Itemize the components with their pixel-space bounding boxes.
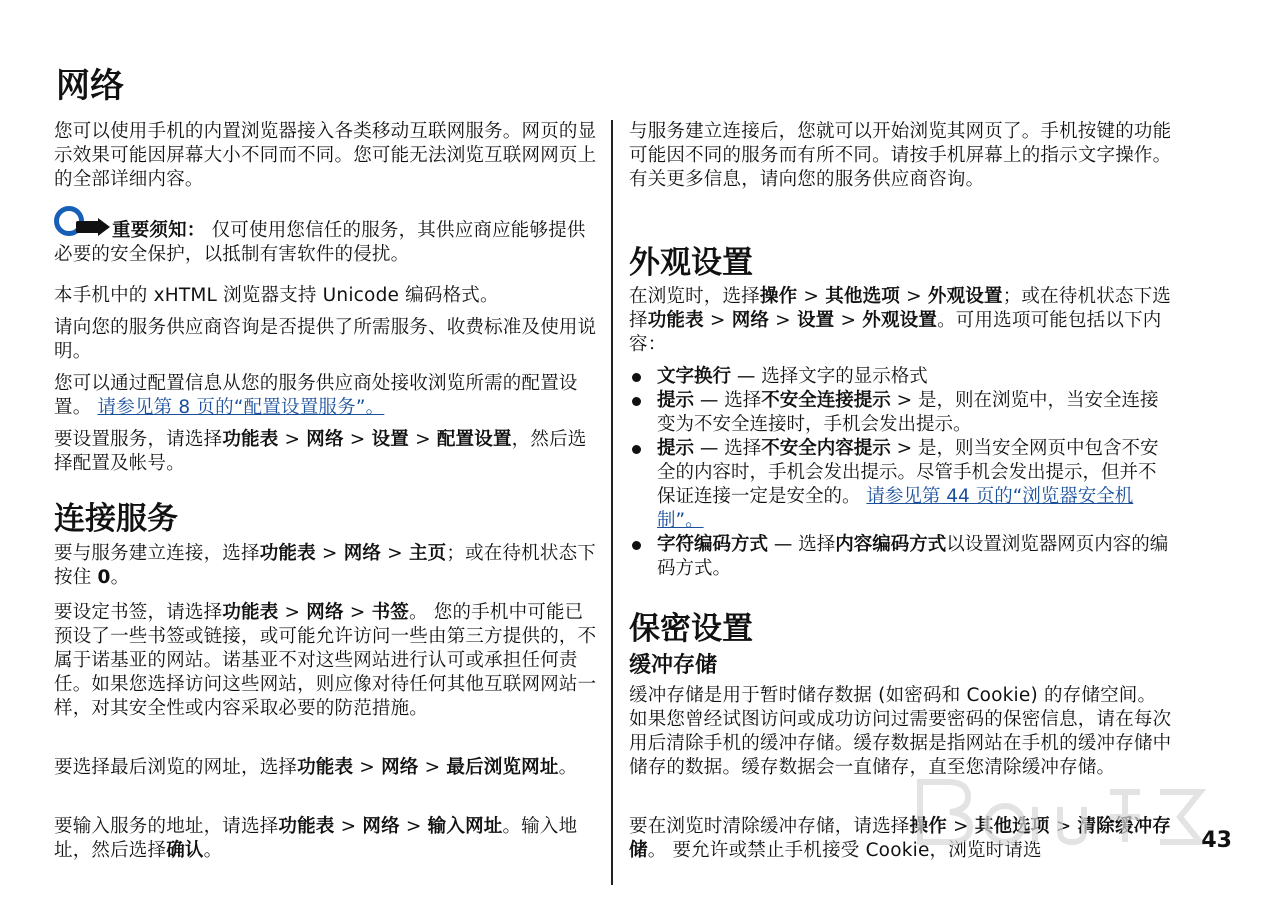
connect-paragraph (54, 542, 599, 590)
separator: > (797, 286, 826, 307)
option-text: — 选择文字的显示格式 (731, 366, 928, 387)
important-note (54, 206, 599, 267)
home-term: 主页 (408, 543, 447, 564)
config-settings-link[interactable]: 请参见第 8 页的“配置设置服务”。 (97, 397, 385, 418)
intro-paragraph (54, 120, 599, 192)
config-text: 您可以通过配置信息从您的服务供应商处接收浏览所需的配置设置。 (54, 373, 578, 418)
option-label: 提示 (657, 438, 695, 459)
option-sublabel: 内容编码方式 (835, 534, 947, 555)
bookmarks-paragraph (54, 601, 599, 721)
option-label: 文字换行 (657, 366, 732, 387)
enter-address-text-end: 。 (203, 840, 223, 861)
note-text: 仅可使用您信任的服务，其供应商应能够提供必要的安全保护，以抵制有害软件的侵扰。 (54, 220, 586, 265)
option-text-end: > 是，则在浏览中，当安全连接变为不安全连接时，手机会发出提示。 (657, 390, 1159, 435)
subsection-heading-cache: 缓冲存储 (629, 653, 718, 678)
enter-address-term: 输入网址 (427, 816, 503, 837)
appearance-text: 在浏览时，选择 (629, 286, 760, 307)
network-term: 网络 (731, 310, 770, 331)
config-paragraph (54, 372, 599, 420)
separator: > (418, 757, 447, 778)
options-term: 操作 (909, 816, 947, 837)
separator: > (408, 429, 437, 450)
clear-cache-text-end: 。 要允许或禁止手机接受 Cookie，浏览时请选 (647, 840, 1042, 861)
menu-term: 功能表 (297, 757, 354, 778)
last-url-text-end: 。 (558, 757, 578, 778)
clear-cache-term: 清除缓冲存储 (629, 816, 1171, 861)
setup-text-end: ，然后选择配置及帐号。 (54, 429, 587, 474)
browse-paragraph (629, 120, 1174, 192)
menu-term: 功能表 (222, 602, 279, 623)
menu-term: 功能表 (278, 816, 335, 837)
provider-paragraph (54, 316, 599, 364)
option-label: 字符编码方式 (657, 534, 769, 555)
separator: > (769, 310, 797, 331)
other-options-term: 其他选项 (825, 286, 900, 307)
separator: > (353, 757, 382, 778)
xhtml-paragraph (54, 284, 599, 308)
network-term: 网络 (306, 429, 344, 450)
separator: > (900, 286, 928, 307)
enter-address-text-mid: 。输入地址，然后选择 (54, 816, 578, 861)
clear-cache-text: 要在浏览时清除缓冲存储，请选择 (629, 816, 910, 837)
cache-paragraph (629, 684, 1174, 780)
note-label: 重要须知： (112, 220, 206, 241)
network-term: 网络 (362, 816, 400, 837)
separator: > (278, 602, 307, 623)
option-label: 提示 (657, 390, 695, 411)
clear-cache-paragraph (629, 815, 1174, 863)
section-heading-appearance: 外观设置 (629, 245, 753, 281)
option-text: — 选择 (694, 438, 762, 459)
settings-term: 设置 (371, 429, 409, 450)
enter-address-paragraph (54, 815, 599, 863)
ok-term: 确认 (166, 840, 204, 861)
separator: > (834, 310, 863, 331)
provider-text: 请向您的服务供应商咨询是否提供了所需服务、收费标准及使用说明。 (54, 317, 597, 362)
appearance-term: 外观设置 (927, 286, 1003, 307)
option-sublabel: 不安全连接提示 (761, 390, 891, 411)
option-text-end: > 是，则当安全网页中包含不安全的内容时，手机会发出提示。尽管手机会发出提示，但并不保证连接一定是安全的。 (657, 438, 1159, 507)
settings-term: 设置 (796, 310, 835, 331)
separator: > (315, 543, 344, 564)
last-url-text: 要选择最后浏览的网址，选择 (54, 757, 298, 778)
separator: > (703, 310, 732, 331)
setup-paragraph (54, 428, 599, 476)
list-item (629, 389, 1174, 437)
appearance-term: 外观设置 (862, 310, 938, 331)
page-title: 网络 (56, 66, 124, 106)
setup-text: 要设置服务，请选择 (54, 429, 223, 450)
page-number: 43 (1201, 828, 1232, 853)
separator: > (399, 816, 428, 837)
section-heading-security: 保密设置 (629, 611, 753, 647)
connect-text-mid: ；或在待机状态下按住 (54, 543, 596, 588)
bookmarks-text-end: 。 您的手机中可能已预设了一些书签或链接，或可能允许访问一些由第三方提供的，不属于诺基亚的网站。诺基亚不对这些网站进行认可或承担任何责任。如果您选择访问这些网站，则应像对待任何其他互联网网站一样，对其安全性或内容采取必要的防范措施。 (54, 602, 597, 719)
appearance-paragraph (629, 285, 1174, 357)
network-term: 网络 (381, 757, 419, 778)
key-zero: 0 (97, 567, 111, 588)
note-icon (54, 206, 112, 242)
option-text: — 选择 (768, 534, 836, 555)
bookmarks-term: 书签 (371, 602, 409, 623)
xhtml-text: 本手机中的 xHTML 浏览器支持 Unicode 编码格式。 (54, 285, 499, 306)
list-item (629, 437, 1174, 533)
appearance-text-mid: ；或在待机状态下选择 (629, 286, 1171, 331)
bookmarks-text: 要设定书签，请选择 (54, 602, 223, 623)
option-sublabel: 不安全内容提示 (761, 438, 891, 459)
separator: > (1049, 816, 1078, 837)
separator: > (343, 602, 372, 623)
last-url-term: 最后浏览网址 (446, 757, 559, 778)
separator: > (334, 816, 363, 837)
browse-text: 与服务建立连接后，您就可以开始浏览其网页了。手机按键的功能可能因不同的服务而有所不同。请按手机屏幕上的指示文字操作。有关更多信息，请向您的服务供应商咨询。 (629, 121, 1172, 190)
section-heading-connect: 连接服务 (54, 501, 178, 537)
menu-term: 功能表 (647, 310, 704, 331)
other-options-term: 其他选项 (974, 816, 1050, 837)
menu-term: 功能表 (259, 543, 316, 564)
enter-address-text: 要输入服务的地址，请选择 (54, 816, 279, 837)
connect-text-end: 。 (110, 567, 130, 588)
network-term: 网络 (343, 543, 382, 564)
appearance-options-list (629, 365, 1174, 581)
browser-security-link[interactable]: 请参见第 44 页的“浏览器安全机制”。 (657, 486, 1134, 531)
list-item (629, 533, 1174, 581)
network-term: 网络 (306, 602, 344, 623)
cache-text: 缓冲存储是用于暂时储存数据 (如密码和 Cookie) 的存储空间。如果您曾经试图访问或成功访问过需要密码的保密信息，请在每次用后清除手机的缓冲存储。缓存数据是指网站在手机的缓冲存储中储存的数据。缓存数据会一直储存，直至您清除缓冲存储。 (629, 685, 1172, 778)
separator: > (278, 429, 307, 450)
connect-text: 要与服务建立连接，选择 (54, 543, 260, 564)
separator: > (946, 816, 975, 837)
menu-term: 功能表 (222, 429, 279, 450)
list-item (629, 365, 1174, 389)
separator: > (381, 543, 409, 564)
last-url-paragraph (54, 756, 599, 780)
appearance-text-end: 。可用选项可能包括以下内容： (629, 310, 1162, 355)
separator: > (343, 429, 372, 450)
intro-text: 您可以使用手机的内置浏览器接入各类移动互联网服务。网页的显示效果可能因屏幕大小不同而不同。您可能无法浏览互联网网页上的全部详细内容。 (54, 121, 597, 190)
option-text: — 选择 (694, 390, 762, 411)
column-divider (611, 120, 613, 885)
option-text-end: 以设置浏览器网页内容的编码方式。 (657, 534, 1169, 579)
options-term: 操作 (759, 286, 798, 307)
config-settings-term: 配置设置 (436, 429, 512, 450)
